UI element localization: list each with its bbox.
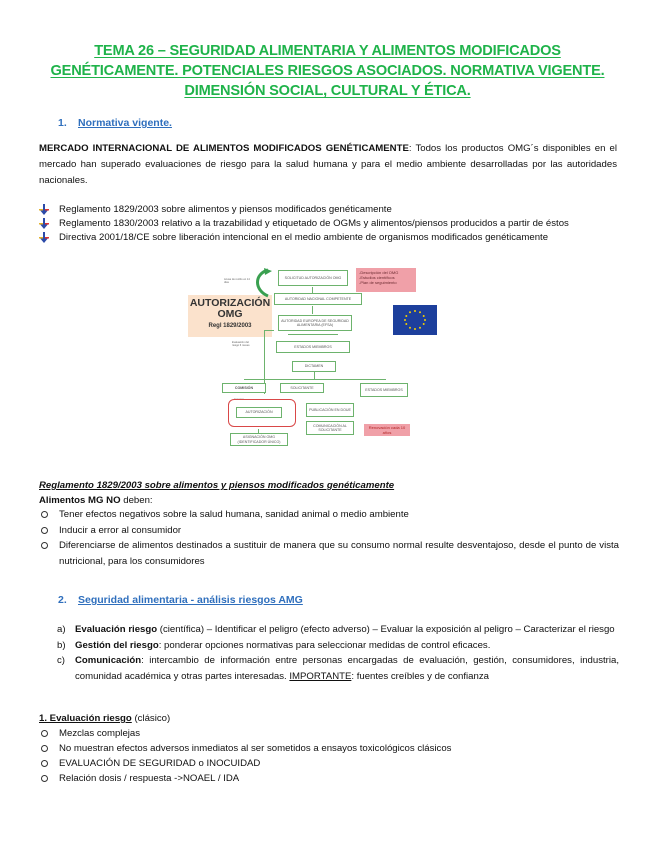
box-estados-miembros-2: ESTADOS MIEMBROS (360, 383, 408, 397)
box-estados-miembros: ESTADOS MIEMBROS (276, 341, 350, 353)
list-item: Diferenciarse de alimentos destinados a sustituir de manera que su consumo normal resulte desventajoso, desde el punto de vista nutricional, para los consumidores (39, 538, 619, 569)
intro-paragraph (39, 141, 617, 189)
circle-bullet-icon (41, 542, 48, 549)
curved-arrow-icon (250, 268, 272, 298)
box-efsa: AUTORIDAD EUROPEA DE SEGURIDAD ALIMENTARIA (EFSA) (278, 315, 352, 331)
circle-bullet-icon (41, 730, 48, 737)
circle-bullet-icon (41, 511, 48, 518)
list-item: No muestran efectos adversos inmediatos al ser sometidos a ensayos toxicológicos clásicos (39, 741, 619, 756)
circle-bullet-icon (41, 745, 48, 752)
down-arrow-bullet-icon (39, 204, 49, 216)
normativa-list (39, 203, 619, 245)
box-dictamen: DICTAMEN (292, 361, 336, 372)
list-item: b) Gestión del riesgo: ponderar opciones normativas para seleccionar medidas de control eficaces. (57, 639, 491, 651)
reglamento-lead: Alimentos MG NO deben: (39, 495, 153, 506)
box-comunicacion: COMUNICACIÓN AL SOLICITANTE (306, 421, 354, 435)
renovacion-note: Renovación cada 10 años (364, 424, 410, 436)
title-line-1: TEMA 26 – SEGURIDAD ALIMENTARIA Y ALIMENTOS MODIFICADOS (94, 43, 561, 59)
document-title (40, 41, 615, 101)
section-heading-normativa (58, 117, 172, 129)
list-item: Relación dosis / respuesta ->NOAEL / IDA (39, 771, 619, 786)
evaluacion-heading: 1. Evaluación riesgo (clásico) (39, 713, 171, 724)
evaluacion-list (39, 726, 619, 786)
intro-text: : Todos los productos OMG´s disponibles en el mercado han superado evaluaciones de riesgo para la salud humana y para el medio ambiente desarrolladas por las autoridades nacionales. (39, 143, 617, 186)
list-item: Mezclas complejas (39, 726, 619, 741)
down-arrow-bullet-icon (39, 218, 49, 230)
risk-analysis-list (39, 622, 619, 684)
list-item: EVALUACIÓN DE SEGURIDAD o INOCUIDAD (39, 756, 619, 771)
box-comision: COMISIÓN (222, 383, 266, 393)
section-label: Normativa vigente. (78, 117, 172, 129)
list-item: a) Evaluación riesgo (científica) – Identificar el peligro (efecto adverso) – Evaluar la exposición al peligro – Caracterizar el riesgo (57, 624, 615, 635)
authorization-title-box: AUTORIZACIÓN OMG Regl 1829/2003 (188, 295, 272, 337)
list-item: c) Comunicación: intercambio de información entre personas encargadas de evaluación, gestión, consumidores, industria, comunidad académica y otras partes interesadas. IMPORTANTE: fuentes creíbles y de confianza (57, 655, 619, 682)
reglamento-list (39, 507, 619, 569)
down-arrow-bullet-icon (39, 232, 49, 244)
box-solicitante: SOLICITANTE (280, 383, 324, 393)
box-solicitud: SOLICITUD AUTORIZACIÓN OMG (278, 270, 348, 286)
box-asignacion: ASIGNACIÓN OMG (IDENTIFICADOR ÚNICO) (230, 433, 288, 446)
title-line-3: DIMENSIÓN SOCIAL, CULTURAL Y ÉTICA. (184, 83, 471, 99)
box-autorizacion: AUTORIZACIÓN (236, 407, 282, 418)
reglamento-heading: Reglamento 1829/2003 sobre alimentos y piensos modificados genéticamente (39, 480, 395, 491)
title-line-2: GENÉTICAMENTE. POTENCIALES RIESGOS ASOCIADOS. NORMATIVA VIGENTE. (50, 63, 605, 79)
list-item: Directiva 2001/18/CE sobre liberación intencional en el medio ambiente de organismos modificados genéticamente (39, 231, 619, 245)
list-item: Inducir a error al consumidor (39, 523, 619, 539)
intro-bold: MERCADO INTERNACIONAL DE ALIMENTOS MODIFICADOS GENÉTICAMENTE (39, 143, 409, 154)
eu-flag-icon (393, 305, 437, 335)
section-number: 1. (58, 117, 67, 129)
circle-bullet-icon (41, 527, 48, 534)
box-publicacion: PUBLICACIÓN EN DOUE (306, 403, 354, 417)
box-autoridad-nacional: AUTORIDAD NACIONAL COMPETENTE (274, 293, 362, 305)
list-item: Reglamento 1829/2003 sobre alimentos y piensos modificados genéticamente (39, 203, 619, 217)
section-heading-seguridad: 2. Seguridad alimentaria - análisis riesgos AMG (58, 594, 303, 606)
circle-bullet-icon (41, 775, 48, 782)
circle-bullet-icon (41, 760, 48, 767)
authorization-flow-diagram: AUTORIZACIÓN OMG Regl 1829/2003 Acuse de recibo en 14 días Evaluación del riesgo 6 meses SOLICITUD AUTORIZACIÓN OMG -Descripción del OMG -Estudios científicos -Plan de seguimiento AUTORIDAD NACIONAL COMPETENTE AUTORIDAD EUROPEA DE SEGURIDAD ALIMENTARIA (EFSA) ESTADOS MIEMBROS DICTAMEN COMISIÓN SOLICITANTE ESTADOS MIEMBROS 3 meses AUTORIZACIÓN PUBLICACIÓN EN DOUE COMUNICACIÓN AL SOLICITANTE Renovación cada 10 años ASIGNACIÓN OMG (IDENTIFICADOR ÚNICO) (180, 263, 440, 446)
list-item: Tener efectos negativos sobre la salud humana, sanidad animal o medio ambiente (39, 507, 619, 523)
list-item: Reglamento 1830/2003 relativo a la trazabilidad y etiquetado de OGMs y alimentos/piensos producidos a partir de éstos (39, 217, 619, 231)
pink-note: -Descripción del OMG -Estudios científicos -Plan de seguimiento (356, 268, 416, 292)
